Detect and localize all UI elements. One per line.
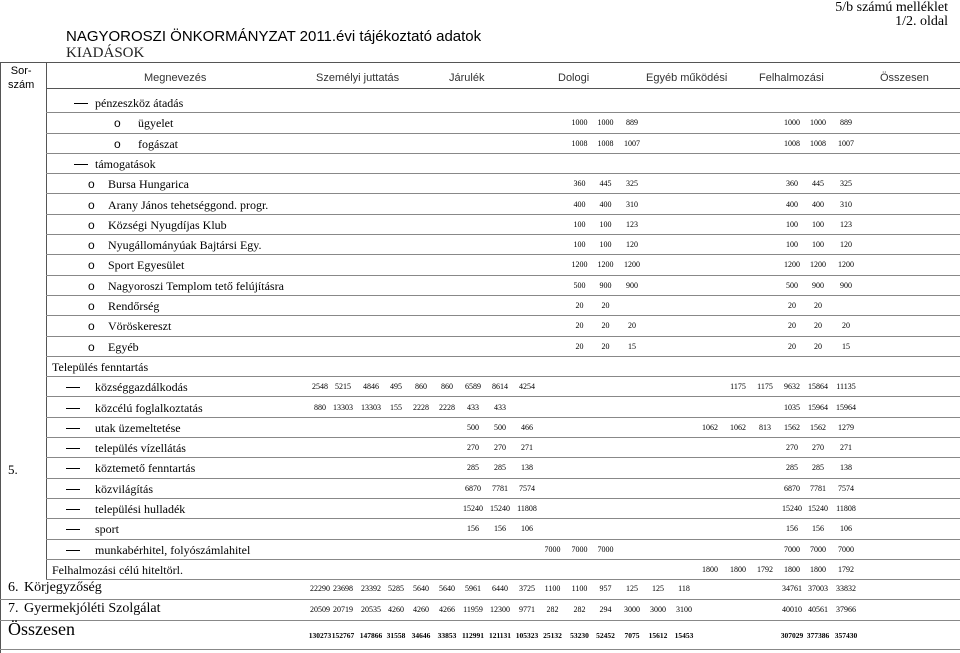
table-cell: 1000 xyxy=(571,118,588,128)
table-cell: 106 xyxy=(840,524,852,534)
table-cell: 20 xyxy=(842,321,850,331)
table-cell: 2228 xyxy=(439,402,455,412)
table-cell: 271 xyxy=(840,443,852,453)
table-row xyxy=(0,600,960,621)
table-cell: 445 xyxy=(812,179,824,189)
dash-marker xyxy=(66,448,80,449)
table-cell: 9771 xyxy=(519,605,535,614)
table-cell: 400 xyxy=(599,199,612,209)
table-cell: 20 xyxy=(575,301,584,310)
row-label: közvilágítás xyxy=(95,481,153,496)
bullet-marker: o xyxy=(88,238,95,253)
table-cell: 156 xyxy=(494,524,506,534)
section-number-5: 5. xyxy=(8,462,18,477)
table-row xyxy=(0,619,960,650)
table-cell: 1175 xyxy=(757,382,773,392)
row-label: községgazdálkodás xyxy=(95,380,188,395)
table-cell: 20 xyxy=(788,341,796,351)
table-cell: 34761 xyxy=(782,584,802,593)
row-label: Összesen xyxy=(8,619,75,639)
table-cell: 118 xyxy=(678,584,690,593)
table-cell: 6870 xyxy=(465,483,481,493)
table-cell: 860 xyxy=(441,382,453,392)
table-cell: 125 xyxy=(652,584,664,593)
table-cell: 433 xyxy=(494,402,506,412)
table-cell: 20 xyxy=(788,321,796,331)
table-cell: 11959 xyxy=(463,605,483,614)
table-cell: 1175 xyxy=(730,382,746,392)
table-cell: 1000 xyxy=(810,118,826,128)
row-label: támogatások xyxy=(95,156,156,171)
table-cell: 1200 xyxy=(624,260,640,270)
table-cell: 37966 xyxy=(836,605,856,614)
table-cell: 6870 xyxy=(784,483,800,493)
row-divider xyxy=(0,649,960,650)
table-cell: 100 xyxy=(599,240,612,250)
table-cell: 466 xyxy=(521,422,533,432)
table-cell: 360 xyxy=(573,179,586,189)
table-row xyxy=(0,276,960,296)
bullet-marker: o xyxy=(88,319,95,334)
dash-marker xyxy=(66,468,80,469)
table-cell: 7781 xyxy=(492,483,508,493)
table-cell: 20535 xyxy=(361,605,381,614)
column-header-megnevezes: Megnevezés xyxy=(144,72,207,84)
table-cell: 4846 xyxy=(363,382,379,392)
table-cell: 22290 xyxy=(310,584,330,593)
table-cell: 377386 xyxy=(806,631,830,640)
table-cell: 53230 xyxy=(570,631,589,640)
table-cell: 400 xyxy=(573,199,586,209)
dash-marker xyxy=(66,509,80,510)
table-row xyxy=(0,519,960,539)
table-cell: 5640 xyxy=(413,584,429,593)
table-cell: 1792 xyxy=(838,564,854,574)
table-cell: 900 xyxy=(840,280,852,290)
table-cell: 1007 xyxy=(624,138,640,148)
row-label: Felhalmozási célú hiteltörl. xyxy=(52,562,183,577)
document-subtitle: KIADÁSOK xyxy=(66,45,145,61)
sorszam-header-line2: szám xyxy=(8,79,35,91)
sorszam-header xyxy=(8,64,34,92)
table-cell: 20 xyxy=(601,301,610,310)
table-cell: 500 xyxy=(467,422,479,432)
row-label: sport xyxy=(95,522,119,537)
row-label: fogászat xyxy=(138,136,178,151)
sorszam-header-line1: Sor- xyxy=(10,65,32,77)
table-cell: 20719 xyxy=(333,605,353,614)
table-cell: 1000 xyxy=(597,118,614,128)
table-row xyxy=(0,458,960,478)
table-cell: 34646 xyxy=(411,631,431,640)
table-cell: 125 xyxy=(626,584,638,593)
table-cell: 7000 xyxy=(597,544,614,554)
table-cell: 900 xyxy=(599,280,612,290)
table-cell: 285 xyxy=(812,463,824,473)
dash-marker xyxy=(66,387,80,388)
table-cell: 15864 xyxy=(808,382,828,392)
table-cell: 1000 xyxy=(784,118,800,128)
table-cell: 130273 xyxy=(308,631,332,640)
row-label: Település fenntartás xyxy=(52,359,149,374)
table-cell: 357430 xyxy=(834,631,858,640)
table-cell: 1008 xyxy=(597,138,614,148)
table-cell: 20 xyxy=(601,341,610,351)
row-number: 6. xyxy=(8,580,19,595)
row-label: Sport Egyesület xyxy=(108,258,185,273)
bullet-marker: o xyxy=(88,258,95,273)
table-cell: 4254 xyxy=(519,382,535,392)
table-cell: 325 xyxy=(840,179,852,189)
table-cell: 7574 xyxy=(519,483,535,493)
table-cell: 294 xyxy=(599,605,612,614)
table-cell: 1279 xyxy=(838,422,854,432)
row-divider xyxy=(0,620,960,621)
table-row xyxy=(0,235,960,255)
table-row xyxy=(0,296,960,316)
table-cell: 7075 xyxy=(624,631,640,640)
table-cell: 400 xyxy=(812,199,824,209)
table-cell: 15 xyxy=(628,341,636,351)
table-row xyxy=(0,113,960,133)
table-cell: 282 xyxy=(546,605,559,614)
table-cell: 152767 xyxy=(331,631,355,640)
row-label: Nyugállományúak Bajtársi Egy. xyxy=(108,238,262,253)
table-cell: 147866 xyxy=(359,631,383,640)
table-cell: 5961 xyxy=(465,584,481,593)
row-label: utak üzemeltetése xyxy=(95,420,181,435)
table-cell: 270 xyxy=(494,443,506,453)
table-cell: 1200 xyxy=(597,260,614,270)
table-cell: 23698 xyxy=(333,584,353,593)
row-label: munkabérhitel, folyószámlahitel xyxy=(95,542,251,557)
table-cell: 7000 xyxy=(810,544,826,554)
table-cell: 1100 xyxy=(544,584,561,593)
table-row xyxy=(0,377,960,397)
table-cell: 13303 xyxy=(333,402,353,412)
table-row xyxy=(0,418,960,438)
table-cell: 1008 xyxy=(810,138,826,148)
table-cell: 4266 xyxy=(439,605,455,614)
table-cell: 880 xyxy=(314,402,326,412)
table-cell: 8614 xyxy=(492,382,508,392)
table-row xyxy=(0,560,960,580)
row-label: település vízellátás xyxy=(95,441,186,456)
column-header-felhalmozasi: Felhalmozási xyxy=(759,72,824,84)
table-cell: 11808 xyxy=(517,504,537,513)
page-label: 1/2. oldal xyxy=(895,14,948,29)
table-row xyxy=(0,154,960,174)
table-cell: 121131 xyxy=(488,631,512,640)
table-cell: 307029 xyxy=(780,631,804,640)
table-cell: 7574 xyxy=(838,483,854,493)
table-cell: 270 xyxy=(786,443,798,453)
table-cell: 15240 xyxy=(808,504,828,513)
row-label: Arany János tehetséggond. progr. xyxy=(108,197,269,212)
table-cell: 40010 xyxy=(782,605,802,614)
table-cell: 15240 xyxy=(463,504,483,513)
row-label: Egyéb xyxy=(108,339,139,354)
table-cell: 1792 xyxy=(757,564,773,574)
table-cell: 4260 xyxy=(388,605,404,614)
dash-marker xyxy=(66,550,80,551)
table-cell: 2228 xyxy=(413,402,429,412)
table-cell: 310 xyxy=(626,199,638,209)
column-header-row xyxy=(46,70,958,88)
table-cell: 4260 xyxy=(413,605,429,614)
table-cell: 900 xyxy=(812,280,824,290)
table-cell: 3100 xyxy=(676,605,692,614)
table-cell: 285 xyxy=(786,463,798,473)
table-cell: 20 xyxy=(788,301,796,310)
table-cell: 813 xyxy=(759,422,771,432)
table-cell: 500 xyxy=(573,280,586,290)
row-label: Bursa Hungarica xyxy=(108,177,189,192)
table-cell: 156 xyxy=(786,524,798,534)
table-row xyxy=(0,255,960,275)
row-label: pénzeszköz átadás xyxy=(95,96,184,110)
column-header-jarulek: Járulék xyxy=(449,72,485,84)
table-cell: 7781 xyxy=(810,483,826,493)
row-label: Községi Nyugdíjas Klub xyxy=(108,217,227,232)
row-label: Vöröskereszt xyxy=(108,319,172,334)
table-cell: 889 xyxy=(840,118,852,128)
table-cell: 1800 xyxy=(730,564,746,574)
table-cell: 112991 xyxy=(461,631,485,640)
table-cell: 20 xyxy=(601,321,610,331)
row-label: Nagyoroszi Templom tető felújításra xyxy=(108,278,284,293)
table-cell: 100 xyxy=(599,219,612,229)
dash-marker xyxy=(74,103,88,104)
bullet-marker: o xyxy=(88,299,95,313)
row-label: köztemető fenntartás xyxy=(95,461,196,476)
table-row xyxy=(0,479,960,499)
table-cell: 15 xyxy=(842,341,850,351)
table-cell: 7000 xyxy=(784,544,800,554)
table-cell: 433 xyxy=(467,402,479,412)
table-cell: 271 xyxy=(521,443,533,453)
table-row xyxy=(0,438,960,458)
column-header-dologi: Dologi xyxy=(558,72,590,84)
table-cell: 889 xyxy=(626,118,638,128)
table-cell: 1200 xyxy=(810,260,826,270)
table-row xyxy=(0,134,960,154)
table-cell: 900 xyxy=(626,280,638,290)
table-cell: 33853 xyxy=(437,631,457,640)
table-cell: 5285 xyxy=(388,584,404,593)
table-cell: 1800 xyxy=(784,564,800,574)
column-header-egyeb-mukodesi: Egyéb működési xyxy=(646,72,728,84)
table-cell: 11135 xyxy=(836,382,856,392)
row-label: Gyermekjóléti Szolgálat xyxy=(24,601,161,616)
table-cell: 500 xyxy=(786,280,798,290)
table-cell: 15240 xyxy=(782,504,802,513)
table-cell: 100 xyxy=(812,240,824,250)
table-cell: 1200 xyxy=(838,260,854,270)
table-cell: 1062 xyxy=(702,422,718,432)
table-row xyxy=(0,357,960,377)
table-cell: 123 xyxy=(840,219,852,229)
table-row xyxy=(0,337,960,357)
table-cell: 3000 xyxy=(650,605,666,614)
row-number: 7. xyxy=(8,601,19,616)
table-cell: 285 xyxy=(467,463,479,473)
table-cell: 20 xyxy=(814,321,822,331)
table-cell: 495 xyxy=(390,382,402,392)
table-cell: 11808 xyxy=(836,504,856,513)
table-cell: 1008 xyxy=(571,138,588,148)
table-cell: 20 xyxy=(814,301,822,310)
table-cell: 2548 xyxy=(312,382,328,392)
table-cell: 15964 xyxy=(836,402,856,412)
table-row xyxy=(0,499,960,519)
table-cell: 40561 xyxy=(808,605,828,614)
table-cell: 25132 xyxy=(543,631,562,640)
table-cell: 1562 xyxy=(784,422,800,432)
document-title: NAGYOROSZI ÖNKORMÁNYZAT 2011.évi tájékoztató adatok xyxy=(66,28,482,45)
table-cell: 31558 xyxy=(386,631,406,640)
table-row xyxy=(0,579,960,600)
table-cell: 270 xyxy=(467,443,479,453)
table-row xyxy=(0,174,960,194)
table-cell: 20509 xyxy=(310,605,330,614)
table-cell: 9632 xyxy=(784,382,800,392)
table-cell: 1062 xyxy=(730,422,746,432)
table-cell: 957 xyxy=(599,584,612,593)
table-cell: 270 xyxy=(812,443,824,453)
column-header-szemelyi: Személyi juttatás xyxy=(316,72,400,84)
row-label: Rendőrség xyxy=(108,299,160,313)
table-cell: 1562 xyxy=(810,422,826,432)
table-cell: 1200 xyxy=(571,260,588,270)
row-label: ügyelet xyxy=(138,116,174,131)
table-cell: 5215 xyxy=(335,382,351,392)
table-cell: 6440 xyxy=(492,584,508,593)
table-cell: 23392 xyxy=(361,584,381,593)
table-row xyxy=(0,316,960,336)
table-cell: 500 xyxy=(494,422,506,432)
table-cell: 6589 xyxy=(465,382,481,392)
table-cell: 285 xyxy=(494,463,506,473)
table-cell: 3725 xyxy=(519,584,535,593)
table-cell: 445 xyxy=(599,179,612,189)
table-cell: 37003 xyxy=(808,584,828,593)
table-cell: 20 xyxy=(628,321,636,331)
table-row xyxy=(0,398,960,418)
table-cell: 52452 xyxy=(596,631,615,640)
table-cell: 1100 xyxy=(571,584,588,593)
table-cell: 156 xyxy=(467,524,479,534)
table-cell: 120 xyxy=(840,240,852,250)
table-cell: 1007 xyxy=(838,138,854,148)
table-cell: 1800 xyxy=(702,564,718,574)
table-row xyxy=(0,93,960,113)
dash-marker xyxy=(66,428,80,429)
bullet-marker: o xyxy=(88,278,95,293)
table-cell: 138 xyxy=(840,463,852,473)
table-cell: 7000 xyxy=(571,544,588,554)
table-cell: 105323 xyxy=(515,631,539,640)
table-cell: 3000 xyxy=(624,605,640,614)
table-cell: 12300 xyxy=(490,605,510,614)
bullet-marker: o xyxy=(88,217,95,232)
table-cell: 860 xyxy=(415,382,427,392)
table-cell: 106 xyxy=(521,524,533,534)
bullet-marker: o xyxy=(88,197,95,212)
table-cell: 20 xyxy=(814,341,822,351)
table-top-border xyxy=(0,62,960,63)
table-cell: 15612 xyxy=(648,631,668,640)
table-cell: 100 xyxy=(812,219,824,229)
table-cell: 155 xyxy=(390,402,402,412)
table-cell: 325 xyxy=(626,179,638,189)
dash-marker xyxy=(66,408,80,409)
bullet-marker: o xyxy=(114,116,121,131)
table-cell: 100 xyxy=(786,219,798,229)
table-cell: 1800 xyxy=(810,564,826,574)
table-cell: 360 xyxy=(786,179,798,189)
table-cell: 100 xyxy=(573,240,586,250)
table-cell: 15453 xyxy=(674,631,694,640)
table-cell: 20 xyxy=(575,321,584,331)
table-cell: 1008 xyxy=(784,138,800,148)
dash-marker xyxy=(66,529,80,530)
row-label: Körjegyzőség xyxy=(24,580,102,595)
table-cell: 33832 xyxy=(836,584,856,593)
table-cell: 310 xyxy=(840,199,852,209)
table-cell: 100 xyxy=(786,240,798,250)
table-cell: 13303 xyxy=(361,402,381,412)
bullet-marker: o xyxy=(88,339,95,354)
table-cell: 1200 xyxy=(784,260,800,270)
column-header-osszesen: Összesen xyxy=(880,72,929,84)
header-bottom-border xyxy=(46,88,960,89)
dash-marker xyxy=(74,164,88,165)
table-row xyxy=(0,540,960,560)
table-cell: 120 xyxy=(626,240,638,250)
table-cell: 123 xyxy=(626,219,638,229)
table-row xyxy=(0,195,960,215)
table-cell: 156 xyxy=(812,524,824,534)
table-cell: 7000 xyxy=(838,544,854,554)
row-label: közcélú foglalkoztatás xyxy=(95,400,203,415)
annex-label: 5/b számú melléklet xyxy=(835,0,948,15)
table-cell: 15964 xyxy=(808,402,828,412)
table-cell: 100 xyxy=(573,219,586,229)
table-cell: 7000 xyxy=(544,544,561,554)
table-cell: 1035 xyxy=(784,402,800,412)
table-cell: 15240 xyxy=(490,504,510,513)
table-row xyxy=(0,215,960,235)
table-cell: 138 xyxy=(521,463,533,473)
row-label: települési hulladék xyxy=(95,502,186,516)
bullet-marker: o xyxy=(88,177,95,192)
table-cell: 5640 xyxy=(439,584,455,593)
table-cell: 400 xyxy=(786,199,798,209)
table-cell: 20 xyxy=(575,341,584,351)
bullet-marker: o xyxy=(114,136,121,151)
table-cell: 282 xyxy=(573,605,586,614)
dash-marker xyxy=(66,489,80,490)
